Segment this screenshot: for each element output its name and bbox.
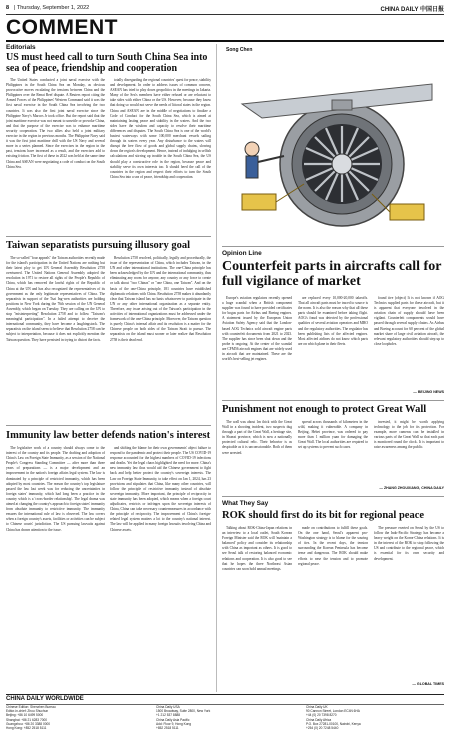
opinion-source: — BEIJING NEWS: [413, 390, 444, 394]
page-number: 8: [6, 5, 10, 11]
editorial-2-column-2: Resolution 2758 resolved, politically, legally and procedurally, the issue of the representation of China, which includes Taiwan, in the UN and other international institutions. The one-China principle has been acknowledged by the UN and the international community, thus eliminating any room for anyone, any country or any force to create or talk about "two Chinas" or "one China, one Taiwan". And on the basis of the one-China principle, 181 countries have established diplomatic relations with China. Resolution 2758 makes it abundantly clear that Taiwan island has no basis whatsoever to participate in the UN or any other international organization as a separate entity. Therefore, any issue arising out of the Taiwan's participation in the activities of international organizations must be addressed under the framework of the one-China principle. Moreover, the Taiwan question is purely China's internal affair and its resolution is a matter for the Chinese people on both sides of the Taiwan Strait to pursue. The separatists on the island must sooner or later realize that Resolution 2758 is their dead end.: [110, 256, 211, 342]
editorial-1-column-1: The United States conducted a joint naval exercise with the Philippines in the South China Sea on Monday, as obvious provocative moves escalating the tensions between China and the Philippines over the Renai Reef dispute. A Reuters report citing the Armed Forces of the Philippines' Western Command said it was the first naval exercise in the South China Sea involving the two countries. It was also the first joint naval exercise since the Philippine Navy's Marcos Jr took office. But the report said that the joint maritime exercise was not meant to unsettle or provoke China, and that the purpose of the exercise was to enhance maritime security cooperation. The two allies also held a joint military exercise in the region in previous months. The Philippine Navy said it was the first joint maritime drill with the US Navy and several more in a series planned. Since the exercises in the region in the past, tensions have increased as a result, and the exercises add to existing friction. The first of these in 2022 was held at the same time China and ASEAN were negotiating a code of conduct on the South China Sea.: [6, 78, 105, 169]
rok-headline: ROK should first do its bit for regional peace: [222, 510, 425, 521]
editorial-2-column-1: The so-called "four appeals" the Taiwan authorities recently made for the island's participation in the United Nations are nothing but their latest ploy to get UN General Assembly Resolution 2758 overturned. The United Nations General Assembly adopted the resolution in 1971 to restore all rights of the People's Republic of China, which has removed the lawful rights of the Republic of China at the UN and has also recognized the representatives of its government as the only legitimate representatives of China. The separatists in support of the Tsai Ing-wen authorities are holding positions in New York during the 76th session of the UN General Assembly, which began on Tuesday. They are calling on the UN to stop "misinterpreting" Resolution 2758 and to follow "Taiwan's meaningful participation". In a failed attempt to deceive the international community, they have become a laughingstock. The separatists on the island seem to believe that Resolution 2758 can be subject to interpretation, because it does not explicitly mention the Taiwan question. They have persisted in trying to distort the facts.: [6, 256, 105, 342]
editorials-label: Editorials: [6, 44, 36, 51]
opinion-column-3: found tive (object) It is not known if AOG Technics supplied parts for these aircraft, but it is apparent that everyone involved in the aviation chain of supply should have been vigilant. Counterfeit components would have passed through several supply chains. As Airbus and Boeing account for 60 percent of the global market share of large civil aviation aircraft, the relevant regulatory authorities should step up to close loopholes.: [374, 296, 444, 346]
cartoon-credit: Song Chen: [226, 47, 253, 53]
section-title: COMMENT: [6, 16, 118, 39]
divider: [6, 425, 211, 426]
editorial-3-column-2: and shifting the blame for their own governments' abject failure to respond to the pandemic and protect their people. The US COVID-19 response accounted for the highest numbers of COVID-19 infections and deaths. Yet the legal chaos highlighted the need for more. China's new immunity law thus would aid the Chinese government to fight back and help better protect the country's sovereign interests. The Law on Foreign State Immunity, to take effect on Jan 1, 2024, has 23 provisions and stipulates that China, like many other countries, will follow the principle of restrictive immunity instead of absolute sovereign immunity. More important, the principle of reciprocity in state immunity has been adopted, which means when a foreign court adjudicates, restricts or infringes upon the sovereign interests of China, China can take necessary countermeasures in accordance with the principle of reciprocity. The improvement of China's foreign-related legal system matters a lot to the country's national interest. The law will be applied in many foreign lawsuits involving China and Chinese assets.: [110, 446, 211, 532]
header-rule: [6, 14, 444, 15]
opinion-headline: Counterfeit parts in aircrafts call for full vigilance of market: [222, 259, 442, 289]
footer-column-1: Chinese Edition: Shenzhen Bureau Editor-in-chief: Zhou Shuchun Beijing: +86 10 6499 5000 Shanghai: +86 21 6283 7000 Guangzhou: +86 20 3388 0000 Hong Kong: +852 2518 5111: [6, 705, 56, 731]
divider: [222, 400, 444, 401]
rok-column-1: Talking about ROK-China-Japan relations in an interview to a local outlet, South Korean Foreign Minister said the ROK will 'maintain a balanced' policy and consider its relationship with China as important as others. It is good to see Seoul talk of restoring balanced economic relations and cooperation. It is also good to see that he hopes the three Northeast Asian countries can soon hold annual meetings.: [222, 526, 292, 571]
cartoon: [222, 44, 444, 242]
opinion-column-2: are replaced every 10,000-20,000 takeoffs. That all aircraft parts must be traced to source is the norm. It is also the reason why that all these parts should be examined before taking flight. AOG's fraud was detected by the professional qualities of several aviation operators and MRO and the regulatory authorities. The regulator has been publishing lists of the affected engines. Most affected airlines do not know which parts are on which plane in their fleets.: [298, 296, 368, 346]
editorial-1-headline: US must heed call to turn South China Sea into sea of peace, friendship and cooperation: [6, 52, 208, 74]
divider: [222, 496, 444, 497]
editorial-3-headline: Immunity law better defends nation's interest: [6, 430, 211, 441]
punishment-headline: Punishment not enough to protect Great Wall: [222, 404, 427, 415]
editorial-1-column-2: totally disregarding the regional countries' quest for peace, stability and development. In order to address issues of common concern, ASEAN has tried to play down geopolitics in the meetings in Jakarta. Many of the Sea's members have either refused or are reluctant to take sides with either China or the US. However, because they know that doing so would not serve the needs of littoral states in the region. China and ASEAN are in the middle of negotiations to finalize a Code of Conduct for the South China Sea, which is aimed at maintaining lasting peace and stability in the waters. And the two sides have the wisdom and capacity to resolve their maritime differences and disputes. The South China Sea is one of the world's busiest waterways with some 100,000 merchant vessels sailing through its waters every year. Any disturbance to the waters will disrupt the free flow of goods and global supply chains, slowing down the region's development. Hence, instead of indulging in selfish calculations and stirring up trouble in the South China Sea, the US should play a constructive role in the region, because peace and stability serve its own interests too. It should heed the call of the countries in the region and respect their efforts to turn the South China Sea into a sea of peace, friendship and cooperation.: [110, 78, 211, 179]
editorial-2-headline: Taiwan separatists pursuing illusory goal: [6, 240, 190, 251]
rok-column-2: made on contributions to fulfill these goals. On the one hand, Seoul's apparent pro-Washington strategy is to blame for the souring of ties. In the recent days, the tension surrounding the Korean Peninsula has become tense and dangerous. The ROK should make efforts to ease the tension and to promote regional peace.: [298, 526, 368, 566]
punishment-column-1: The wall was about 1m thick with the Great Wall in a shooting incident, two suspects dug through a part of the Great Wall, a heritage site, in Shanxi province, which is now a nationally protected cultural relic. Their behavior is as despicable as it is unconscionable. Both of them were arrested.: [222, 420, 292, 455]
punishment-source: — ZHANG ZHOUXIANG, CHINA DAILY: [379, 486, 444, 490]
footer-column-3: China Daily UK 90 Cannon Street, London EC4N 6HA +44 (0) 20 7398 8270 China Daily Africa P.O. Box 27281-00100, Nairobi, Kenya +254 (0) 20 7248 5440: [306, 705, 361, 731]
editorial-3-column-1: The legislative work of a country should always come to the interest of the country and its people. The drafting and adoption of China's Law on Foreign State Immunity, as a session of the National People's Congress Standing Committee — after more than three years of preparations — is a major development and an improvement in the nation's foreign affairs legal system. The law is dominated by a principle of restricted immunity, which has been adopted by most countries. The reason the country's top legislature passed the law last week was for reducing the uncertainties in foreign states' immunity, which had long been a practice in the country which is a 'cross-border relationship'. The legal drama was aimed at changing the country's approach to foreign states' immunity from absolute immunity to restrictive immunity. The immunity ensures the international rule of law is observed. The law covers when a foreign country's assets, facilities or activities can be subject to Chinese courts' jurisdiction. The US pursuing lawsuits against China has drawn attention to the issue.: [6, 446, 105, 532]
footer-bar: [6, 694, 444, 705]
publication-name: CHINA DAILY 中国日报: [380, 7, 444, 13]
rok-source: — GLOBAL TIMES: [412, 682, 444, 686]
section-rule: [6, 40, 444, 42]
rok-column-3: The pressure exerted on Seoul by the US to follow the Indo-Pacific Strategy has become a heavy weight on the Korea-China relations. It is in the interest of the ROK to stop following the US and contribute to the regional peace, which is essential for its own security and development.: [374, 526, 444, 561]
opinion-column-1: Europe's aviation regulators recently opened a huge scandal when a British component supplier was found to have provided certificates for bogus parts for Airbus and Boeing engines. A statement issued by the European Union Aviation Safety Agency said that the London-based AOG Technics sold aircraft engine parts with counterfeit documents from 2021 to 2023. The supplier has since been shut down and the probe is ongoing. At the center of the scandal are CFM56 aircraft engines that are widely used in aircraft that are maintained. These are the world's best-selling jet engines.: [222, 296, 292, 362]
footer: [6, 694, 444, 744]
footer-brand: CHINA DAILY WORLDWIDE: [6, 696, 84, 702]
issue-date: | Thursday, September 1, 2022: [14, 5, 90, 11]
cartoon-illustration: [222, 44, 444, 242]
column-divider: [216, 44, 217, 692]
divider: [6, 236, 211, 237]
footer-column-2: China Daily USA 1500 Broadway, Suite 2800, New York +1 212 537 8888 China Daily Asia Pacific Add: Floor 9, Hong Kong +852 2518 5111: [156, 705, 211, 731]
punishment-column-2: spread across thousands of kilometers in the wild, making it vulnerable. A company in Beijing, Hebei province, was ordered to pay more than 1 million yuan for damaging the Great Wall. The local authorities are required to set up systems to prevent such cases.: [298, 420, 368, 450]
punishment-column-3: invested, it might be worth applying technology to the job for its protection. For example, more cameras can be installed in various parts of the Great Wall so that each part is monitored round the clock. It is important to raise awareness among the public.: [374, 420, 444, 450]
what-they-say-label: What They Say: [222, 500, 269, 507]
divider: [222, 246, 444, 247]
opinion-line-label: Opinion Line: [222, 250, 262, 257]
